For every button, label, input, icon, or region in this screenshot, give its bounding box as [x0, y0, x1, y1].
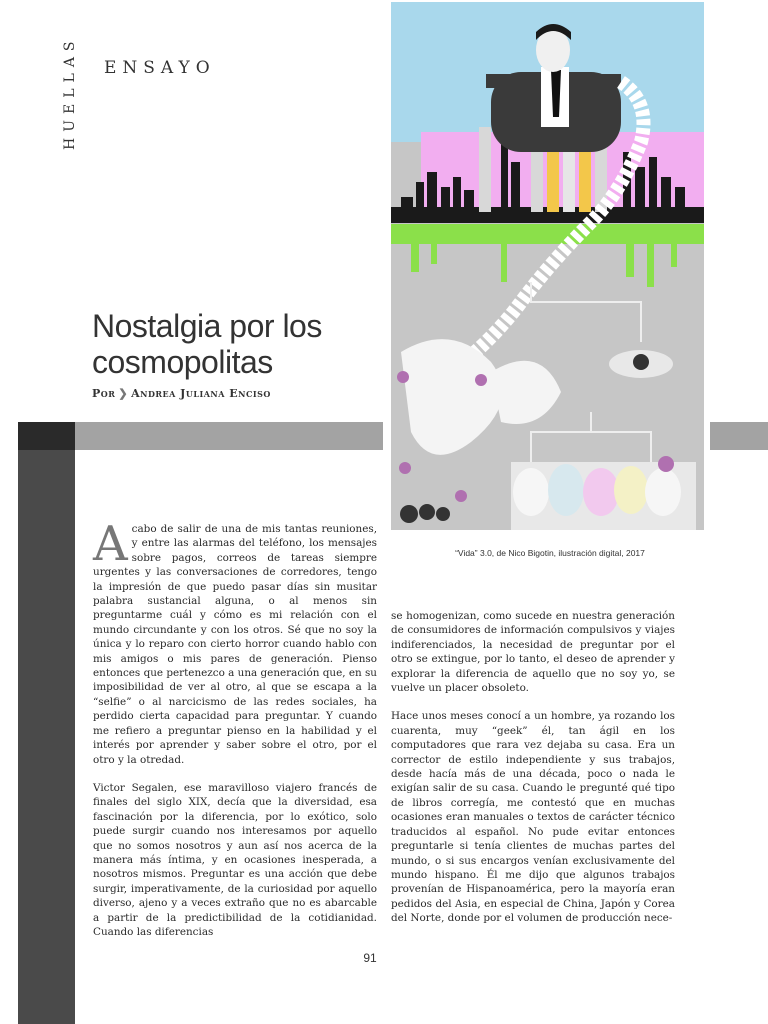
article-title: Nostalgia por los cosmopolitas: [92, 308, 322, 380]
paragraph: Victor Segalen, ese maravilloso viajero francés de finales del siglo XIX, decía que la diversidad, esa fascinación por la diferencia, por lo exótico, solo puede surgir cuando nos interesamos por aquello que no somos nosotros y aun así nos acerca de la manera más íntima, y en ocasiones inesperada, a nosotros mismos. Preguntar es una acción que debe surgir, imperativamente, de la curiosidad por aquello diverso, ajeno y a veces extraño que no es abarcable a partir de la predictibilidad de la cotidianidad. Cuando las diferencias: [93, 781, 377, 938]
paragraph: Hace unos meses conocí a un hombre, ya rozando los cuarenta, muy “geek” él, tan ágil en los computadores que rara vez dejaba su casa. Era un corrector de estilo independiente y sus trabajos, desde hacía más de una década, poco o nada le exigían salir de su casa. Cuando le pregunté qué tipo de libros corregía, me contestó que en muchas ocasiones eran manuales o textos de carácter técnico traducidos al español. No pude evitar entonces preguntarle si tenía clientes de muchas partes del mundo, o si sus encargos venían exclusivamente del mundo hispano. Él me dijo que algunos trabajos provenían de Hispanoamérica, pero la mayoría eran pedidos del Asia, en especial de China, Japón y Corea del Norte, donde por el volumen de producción nece-: [391, 710, 675, 925]
section-label-vertical: HUELLAS: [62, 35, 78, 150]
drop-cap: A: [93, 516, 128, 572]
illustration-caption: “Vida” 3.0, de Nico Bigotin, ilustración digital, 2017: [455, 548, 645, 558]
gray-band: [75, 422, 383, 450]
body-column-left: [93, 516, 377, 953]
gray-band-right: [710, 422, 768, 450]
byline-prefix: Por: [92, 387, 116, 400]
paragraph: se homogenizan, como sucede en nuestra generación de consumidores de información compulsivos y viajes indiferenciados, la necesidad de preguntar por el otro se extingue, por lo tanto, el deseo de aprender y explorar la diferencia de aquello que no soy yo, se vuelve un placer obsoleto.: [391, 610, 675, 695]
paragraph-text: cabo de salir de una de mis tantas reuniones, y entre las alarmas del teléfono, los mensajes sobre pagos, correos de tareas siempre urgentes y las conversaciones de corredores, tengo la impresión de que puedo pasar días sin musitar palabra sustancial alguna, o al menos sin preguntarme cuál y cómo es mi relación con el mundo circundante y con los otros. Sé que no soy la única y lo reparo con cierto horror cuando hablo con mis amigos o mis pares de generación. Pienso entonces que pertenezco a una generación que, en su imposibilidad de ver al otro, al que se escapa a la “selfie” o al narcicismo de las redes sociales, ha perdido cierta capacidad para preguntar. Y cuando me refiero a preguntar pienso en la habilidad y el interés por aprender y saber sobre el otro, por el otro y la otredad.: [93, 523, 377, 766]
section-label: ENSAYO: [104, 58, 216, 78]
byline: [92, 387, 271, 400]
article-illustration: [391, 2, 704, 530]
chevron-right-icon: ❯: [118, 387, 129, 400]
body-column-right: [391, 609, 675, 940]
author-name: Andrea Juliana Enciso: [131, 387, 271, 400]
left-decor-bar: [18, 422, 75, 1024]
paragraph: [93, 516, 377, 767]
left-decor-bar-dark: [18, 422, 75, 450]
page-number: 91: [363, 951, 377, 965]
